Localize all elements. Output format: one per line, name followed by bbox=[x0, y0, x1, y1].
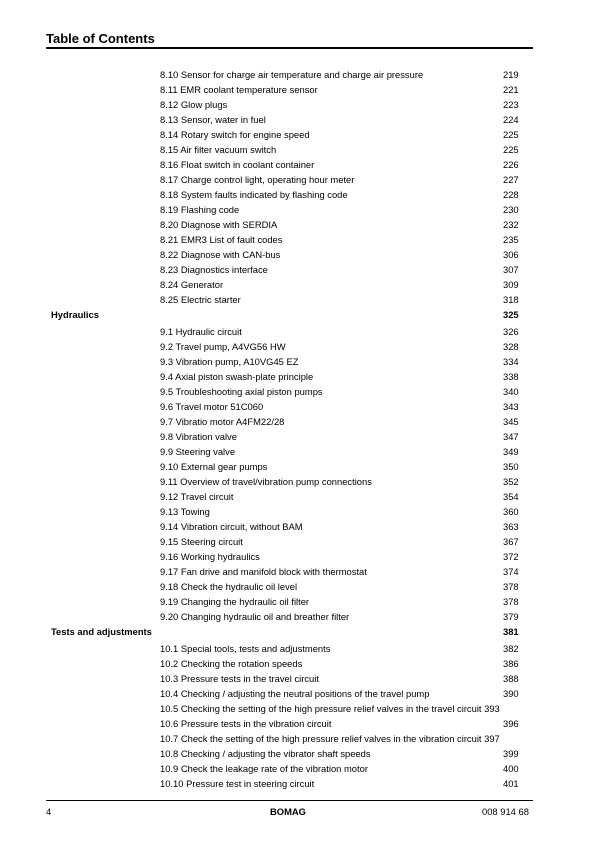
toc-entry-title: 10.4 Checking / adjusting the neutral positions of the travel pump bbox=[160, 688, 430, 699]
toc-entry-row[interactable] bbox=[0, 474, 591, 489]
toc-entry-row[interactable] bbox=[0, 429, 591, 444]
toc-entry-title: 8.24 Generator bbox=[160, 279, 224, 290]
toc-page-number: 340 bbox=[503, 386, 519, 397]
table-of-contents bbox=[0, 67, 591, 791]
toc-entry-row[interactable] bbox=[0, 277, 591, 292]
toc-page-number: 221 bbox=[503, 84, 519, 95]
toc-entry-title: 9.9 Steering valve bbox=[160, 446, 236, 457]
toc-entry-row[interactable] bbox=[0, 656, 591, 671]
toc-entry-title: 9.4 Axial piston swash-plate principle bbox=[160, 371, 314, 382]
toc-entry-row[interactable] bbox=[0, 534, 591, 549]
footer-page-number: 4 bbox=[46, 806, 52, 817]
page-title: Table of Contents bbox=[46, 31, 155, 46]
toc-entry-title: 10.3 Pressure tests in the travel circuit bbox=[160, 673, 319, 684]
toc-entry-row[interactable] bbox=[0, 172, 591, 187]
toc-entry-title: 8.16 Float switch in coolant container bbox=[160, 159, 315, 170]
toc-entry-row[interactable] bbox=[0, 202, 591, 217]
footer-brand: BOMAG bbox=[270, 806, 306, 817]
toc-entry-title: 10.8 Checking / adjusting the vibrator shaft speeds bbox=[160, 748, 371, 759]
toc-page-number: 381 bbox=[503, 626, 519, 637]
toc-page-number: 328 bbox=[503, 341, 519, 352]
toc-page-number: 352 bbox=[503, 476, 519, 487]
toc-entry-row[interactable] bbox=[0, 292, 591, 307]
toc-entry-row[interactable] bbox=[0, 369, 591, 384]
toc-entry-title: 10.9 Check the leakage rate of the vibration motor bbox=[160, 763, 368, 774]
toc-page-number: 226 bbox=[503, 159, 519, 170]
toc-entry-row[interactable] bbox=[0, 579, 591, 594]
toc-entry-title: 9.6 Travel motor 51C060 bbox=[160, 401, 264, 412]
toc-entry-row[interactable] bbox=[0, 504, 591, 519]
toc-entry-row[interactable] bbox=[0, 594, 591, 609]
toc-entry-title: 9.8 Vibration valve bbox=[160, 431, 237, 442]
toc-page-number: 307 bbox=[503, 264, 519, 275]
toc-entry-title: 8.10 Sensor for charge air temperature and charge air pressure bbox=[160, 69, 424, 80]
header-rule bbox=[46, 47, 533, 49]
toc-entry-row[interactable] bbox=[0, 187, 591, 202]
toc-entry-title: 10.7 Check the setting of the high pressure relief valves in the vibration circuit 397 bbox=[160, 733, 500, 744]
toc-page-number: 345 bbox=[503, 416, 519, 427]
toc-entry-title: 9.15 Steering circuit bbox=[160, 536, 243, 547]
toc-section-title: Hydraulics bbox=[51, 309, 99, 320]
toc-entry-title: 8.25 Electric starter bbox=[160, 294, 241, 305]
toc-page-number: 309 bbox=[503, 279, 519, 290]
toc-entry-row[interactable] bbox=[0, 399, 591, 414]
toc-page-number: 347 bbox=[503, 431, 519, 442]
toc-page-number: 306 bbox=[503, 249, 519, 260]
toc-entry-row[interactable] bbox=[0, 444, 591, 459]
toc-entry-row[interactable] bbox=[0, 324, 591, 339]
toc-entry-row[interactable] bbox=[0, 459, 591, 474]
toc-page-number: 227 bbox=[503, 174, 519, 185]
toc-entry-row[interactable] bbox=[0, 609, 591, 624]
toc-section-title: Tests and adjustments bbox=[51, 626, 152, 637]
toc-page-number: 399 bbox=[503, 748, 519, 759]
toc-entry-row[interactable] bbox=[0, 339, 591, 354]
toc-entry-title: 9.2 Travel pump, A4VG56 HW bbox=[160, 341, 286, 352]
toc-entry-title: 9.18 Check the hydraulic oil level bbox=[160, 581, 298, 592]
toc-entry-title: 10.10 Pressure test in steering circuit bbox=[160, 778, 315, 789]
toc-page-number: 374 bbox=[503, 566, 519, 577]
toc-page-number: 224 bbox=[503, 114, 519, 125]
toc-entry-title: 8.14 Rotary switch for engine speed bbox=[160, 129, 310, 140]
toc-page-number: 326 bbox=[503, 326, 519, 337]
toc-page-number: 386 bbox=[503, 658, 519, 669]
footer-rule bbox=[46, 800, 533, 801]
toc-page-number: 349 bbox=[503, 446, 519, 457]
toc-page-number: 350 bbox=[503, 461, 519, 472]
toc-entry-title: 9.20 Changing hydraulic oil and breather filter bbox=[160, 611, 350, 622]
footer-doc-number: 008 914 68 bbox=[482, 806, 529, 817]
toc-entry-row[interactable] bbox=[0, 761, 591, 776]
toc-entry-row[interactable] bbox=[0, 746, 591, 761]
toc-entry-title: 8.18 System faults indicated by flashing code bbox=[160, 189, 348, 200]
toc-entry-row[interactable] bbox=[0, 549, 591, 564]
toc-entry-row[interactable] bbox=[0, 97, 591, 112]
toc-entry-title: 8.21 EMR3 List of fault codes bbox=[160, 234, 283, 245]
toc-entry-row[interactable] bbox=[0, 384, 591, 399]
toc-page-number: 225 bbox=[503, 144, 519, 155]
toc-entry-row[interactable] bbox=[0, 82, 591, 97]
toc-page-number: 230 bbox=[503, 204, 519, 215]
toc-page-number: 390 bbox=[503, 688, 519, 699]
toc-entry-row[interactable] bbox=[0, 247, 591, 262]
toc-entry-row[interactable] bbox=[0, 157, 591, 172]
toc-entry-row[interactable] bbox=[0, 142, 591, 157]
toc-page-number: 225 bbox=[503, 129, 519, 140]
toc-entry-row[interactable] bbox=[0, 519, 591, 534]
toc-entry-title: 10.2 Checking the rotation speeds bbox=[160, 658, 303, 669]
toc-entry-title: 9.12 Travel circuit bbox=[160, 491, 234, 502]
toc-entry-row[interactable] bbox=[0, 716, 591, 731]
toc-entry-row[interactable] bbox=[0, 414, 591, 429]
toc-entry-title: 10.6 Pressure tests in the vibration circuit bbox=[160, 718, 332, 729]
toc-entry-row[interactable] bbox=[0, 354, 591, 369]
toc-entry-title: 8.15 Air filter vacuum switch bbox=[160, 144, 277, 155]
toc-page-number: 318 bbox=[503, 294, 519, 305]
toc-entry-title: 8.22 Diagnose with CAN-bus bbox=[160, 249, 281, 260]
toc-page-number: 325 bbox=[503, 309, 519, 320]
toc-page-number: 379 bbox=[503, 611, 519, 622]
toc-page-number: 232 bbox=[503, 219, 519, 230]
toc-page-number: 334 bbox=[503, 356, 519, 367]
toc-entry-title: 9.17 Fan drive and manifold block with thermostat bbox=[160, 566, 367, 577]
toc-entry-title: 9.16 Working hydraulics bbox=[160, 551, 260, 562]
toc-page-number: 378 bbox=[503, 596, 519, 607]
toc-entry-row[interactable] bbox=[0, 701, 591, 716]
toc-entry-title: 8.23 Diagnostics interface bbox=[160, 264, 268, 275]
toc-entry-row[interactable] bbox=[0, 686, 591, 701]
toc-page-number: 372 bbox=[503, 551, 519, 562]
toc-entry-row[interactable] bbox=[0, 127, 591, 142]
toc-entry-row[interactable] bbox=[0, 112, 591, 127]
toc-entry-title: 8.19 Flashing code bbox=[160, 204, 240, 215]
toc-section-row[interactable] bbox=[0, 624, 591, 640]
toc-entry-title: 10.5 Checking the setting of the high pressure relief valves in the travel circuit 393 bbox=[160, 703, 500, 714]
toc-page-number: 223 bbox=[503, 99, 519, 110]
toc-page-number: 363 bbox=[503, 521, 519, 532]
toc-entry-row[interactable] bbox=[0, 217, 591, 232]
toc-page-number: 338 bbox=[503, 371, 519, 382]
toc-entry-title: 8.20 Diagnose with SERDIA bbox=[160, 219, 278, 230]
toc-entry-title: 8.17 Charge control light, operating hour meter bbox=[160, 174, 355, 185]
toc-entry-title: 9.11 Overview of travel/vibration pump connections bbox=[160, 476, 372, 487]
toc-page-number: 367 bbox=[503, 536, 519, 547]
toc-entry-row[interactable] bbox=[0, 564, 591, 579]
toc-page-number: 382 bbox=[503, 643, 519, 654]
toc-entry-title: 9.10 External gear pumps bbox=[160, 461, 268, 472]
toc-entry-row[interactable] bbox=[0, 641, 591, 656]
toc-entry-title: 9.19 Changing the hydraulic oil filter bbox=[160, 596, 310, 607]
toc-entry-row[interactable] bbox=[0, 232, 591, 247]
toc-entry-row[interactable] bbox=[0, 671, 591, 686]
toc-page-number: 396 bbox=[503, 718, 519, 729]
toc-entry-title: 8.13 Sensor, water in fuel bbox=[160, 114, 266, 125]
toc-entry-title: 9.7 Vibratio motor A4FM22/28 bbox=[160, 416, 285, 427]
toc-page-number: 343 bbox=[503, 401, 519, 412]
toc-entry-row[interactable] bbox=[0, 776, 591, 791]
toc-entry-title: 9.13 Towing bbox=[160, 506, 210, 517]
toc-page-number: 228 bbox=[503, 189, 519, 200]
toc-entry-title: 8.12 Glow plugs bbox=[160, 99, 228, 110]
toc-entry-row[interactable] bbox=[0, 262, 591, 277]
toc-entry-row[interactable] bbox=[0, 67, 591, 82]
toc-page-number: 401 bbox=[503, 778, 519, 789]
toc-entry-row[interactable] bbox=[0, 731, 591, 746]
toc-entry-title: 8.11 EMR coolant temperature sensor bbox=[160, 84, 318, 95]
toc-page-number: 378 bbox=[503, 581, 519, 592]
toc-entry-title: 9.14 Vibration circuit, without BAM bbox=[160, 521, 303, 532]
toc-page-number: 235 bbox=[503, 234, 519, 245]
toc-page-number: 388 bbox=[503, 673, 519, 684]
toc-page-number: 354 bbox=[503, 491, 519, 502]
toc-section-row[interactable] bbox=[0, 307, 591, 323]
toc-entry-row[interactable] bbox=[0, 489, 591, 504]
toc-page-number: 219 bbox=[503, 69, 519, 80]
toc-entry-title: 9.3 Vibration pump, A10VG45 EZ bbox=[160, 356, 299, 367]
toc-page-number: 360 bbox=[503, 506, 519, 517]
toc-entry-title: 10.1 Special tools, tests and adjustments bbox=[160, 643, 331, 654]
toc-page-number: 400 bbox=[503, 763, 519, 774]
toc-entry-title: 9.1 Hydraulic circuit bbox=[160, 326, 242, 337]
toc-entry-title: 9.5 Troubleshooting axial piston pumps bbox=[160, 386, 323, 397]
